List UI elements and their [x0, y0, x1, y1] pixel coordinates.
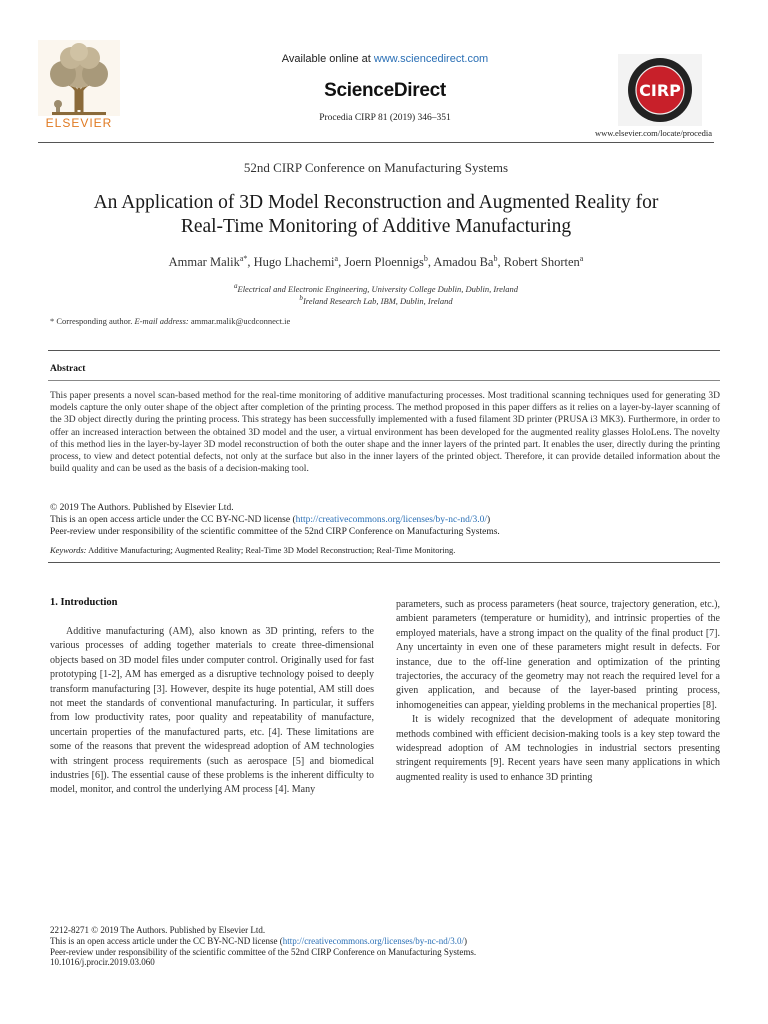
- available-prefix: Available online at: [281, 53, 374, 65]
- available-online-line: [150, 53, 620, 65]
- abstract-heading-divider: [48, 380, 720, 381]
- author-affiliation-mark: a: [239, 254, 244, 263]
- author-affiliation-mark: b: [423, 254, 428, 263]
- license-link[interactable]: http://creativecommons.org/licenses/by-nc-nd/3.0/: [295, 515, 487, 526]
- author-affiliation-mark: a: [334, 254, 339, 263]
- body-paragraph: It is widely recognized that the development of adequate monitoring methods combined with efficient decision-making tools is a key step toward the widespread adoption of AM technologies in industrial sectors presenting stringent requirements [9]. Recent years have seen many applications in which augmented reality is used to enhance 3D printing: [396, 714, 720, 783]
- author-list: Ammar Malik$^{a*}$, Hugo Lhachemi$^a$, Joern Ploennigs$^b$, Amadou Ba$^b$, Robert Shorten$^a$: [168, 254, 584, 270]
- footer-license-link[interactable]: http://creativecommons.org/licenses/by-nc-nd/3.0/: [282, 935, 464, 946]
- elsevier-wordmark: ELSEVIER: [45, 116, 113, 130]
- corresponding-label: * Corresponding author.: [50, 316, 133, 326]
- cirp-logo-text: CIRP: [639, 81, 681, 100]
- keywords-line: [50, 545, 720, 555]
- journal-homepage[interactable]: www.elsevier.com/locate/procedia: [595, 128, 712, 138]
- abstract-text: This paper presents a novel scan-based method for the real-time monitoring of additive manufacturing processes. Most traditional scanning techniques used for generating 3D models capture the only outer shape of the object after completion of the printing process. The method proposed in this paper differs as it relies on a layer-by-layer scanning of the 3D object directly during the printing process. This strategy has been successfully implemented with a fused filament 3D printer (PRUSA i3 MK3). Furthermore, in order to offer an increased interaction between the obtained 3D model and the user, a virtual environment has been developed for the augmented reality glasses HoloLens. The novelty of this method lies in the layer-by-layer 3D model reconstruction of both the outer shape and the inner layers of the printed part. It enables the user, directly during the printing process, to view and detect potential defects, not only at the surface but also in the inner layers of the printed object. Therefore, it can provide detailed information about the build quality and can be used as the basis of a decision-making tool.: [50, 391, 720, 475]
- email-address[interactable]: ammar.malik@ucdconnect.ie: [190, 316, 291, 326]
- author-name: Ammar Malik: [168, 255, 240, 270]
- affiliation: [38, 282, 714, 294]
- section-heading: 1. Introduction: [50, 597, 118, 608]
- header-divider: [38, 142, 714, 143]
- affiliation-mark: b: [299, 294, 303, 302]
- affiliation-mark: a: [233, 282, 238, 290]
- cirp-logo: [618, 54, 702, 126]
- author-name: Hugo Lhachemi: [253, 255, 335, 270]
- abstract-heading: Abstract: [50, 364, 86, 374]
- author-affiliation-mark: a: [579, 254, 584, 263]
- sciencedirect-link[interactable]: www.sciencedirect.com: [373, 53, 489, 65]
- footer-license-line: [50, 936, 720, 947]
- author-name: Amadou Ba: [433, 255, 494, 270]
- conference-name: 52nd CIRP Conference on Manufacturing Systems: [243, 160, 509, 175]
- affiliation: [38, 294, 714, 306]
- author-affiliation-mark: b: [493, 254, 498, 263]
- author-name: Robert Shorten: [503, 255, 580, 270]
- corresponding-mark: *: [243, 254, 248, 263]
- right-column: [396, 598, 720, 785]
- corresponding-author-note: [50, 316, 650, 326]
- footer-license-suffix: ): [463, 935, 467, 946]
- issn-line: 2212-8271 © 2019 The Authors. Published by Elsevier Ltd.: [50, 925, 266, 935]
- title-line: Real-Time Monitoring of Additive Manufacturing: [180, 216, 572, 237]
- license-prefix: This is an open access article under the CC BY-NC-ND license (: [50, 515, 296, 526]
- left-column: [50, 597, 374, 798]
- copyright-line: © 2019 The Authors. Published by Elsevier Ltd.: [50, 503, 234, 513]
- footer-license-prefix: This is an open access article under the CC BY-NC-ND license (: [50, 935, 283, 946]
- footer-peer-review: Peer-review under responsibility of the scientific committee of the 52nd CIRP Conference on Manufacturing Systems.: [50, 946, 477, 957]
- abstract-top-divider: [48, 350, 720, 351]
- affiliation-text: Electrical and Electronic Engineering, University College Dublin, Dublin, Ireland: [237, 283, 519, 294]
- keywords-text: Additive Manufacturing; Augmented Reality; Real-Time 3D Model Reconstruction; Real-Time Monitoring.: [86, 545, 456, 555]
- paper-title: [38, 191, 714, 239]
- platform-name: ScienceDirect: [324, 80, 446, 101]
- keywords-label: Keywords:: [50, 545, 87, 555]
- page-footer: [50, 925, 720, 968]
- body-paragraph: parameters, such as process parameters (heat source, trajectory generation, etc.), ambient parameters (temperature or humidity), and intrinsic properties of the employed materials, have a strong impact on the quality of the final product [7]. Any uncertainty in even one of these parameters might result in defects. For instance, due to the off-line generation and optimization of the printing trajectories, the accuracy of the geometry may not reach the required level for a given application, and because of the layer-based printing process, inhomogeneities can appear, yielding problems in the mechanical properties [8].: [396, 599, 720, 711]
- email-label: E-mail address:: [134, 316, 189, 326]
- title-line: An Application of 3D Model Reconstruction and Augmented Reality for: [93, 192, 659, 213]
- abstract-bottom-divider: [48, 562, 720, 563]
- license-block: [50, 502, 720, 539]
- journal-reference: Procedia CIRP 81 (2019) 346–351: [319, 113, 451, 123]
- license-suffix: ): [487, 515, 491, 526]
- author-name: Joern Ploennigs: [344, 255, 424, 270]
- body-paragraph: Additive manufacturing (AM), also known as 3D printing, refers to the various processes of adding together materials to create three-dimensional objects based on 3D model files under computer control. Originally used for fast prototyping [1-2], AM has emerged as a disruptive technology poised to deeply transform manufacturing [3]. However, despite its huge potential, AM still does not meet the standards of conventional manufacturing. In particular, it suffers from low productivity rates, poor quality and repeatability of manufacture, uncertain properties of the manufactured parts, etc. [4]. These limitations are some of the reasons that prevent the widespread adoption of AM technologies with stringent process requirements (such as aerospace [5] and biomedical industries [6]). The essential cause of these problems is the inherent difficulty to model, monitor, and control the underlying AM process [4]. Many: [50, 626, 374, 796]
- doi[interactable]: 10.1016/j.procir.2019.03.060: [50, 957, 155, 968]
- affiliation-text: Ireland Research Lab, IBM, Dublin, Ireland: [302, 295, 453, 306]
- license-line: [50, 514, 720, 526]
- peer-review-line: Peer-review under responsibility of the scientific committee of the 52nd CIRP Conference on Manufacturing Systems.: [50, 527, 500, 538]
